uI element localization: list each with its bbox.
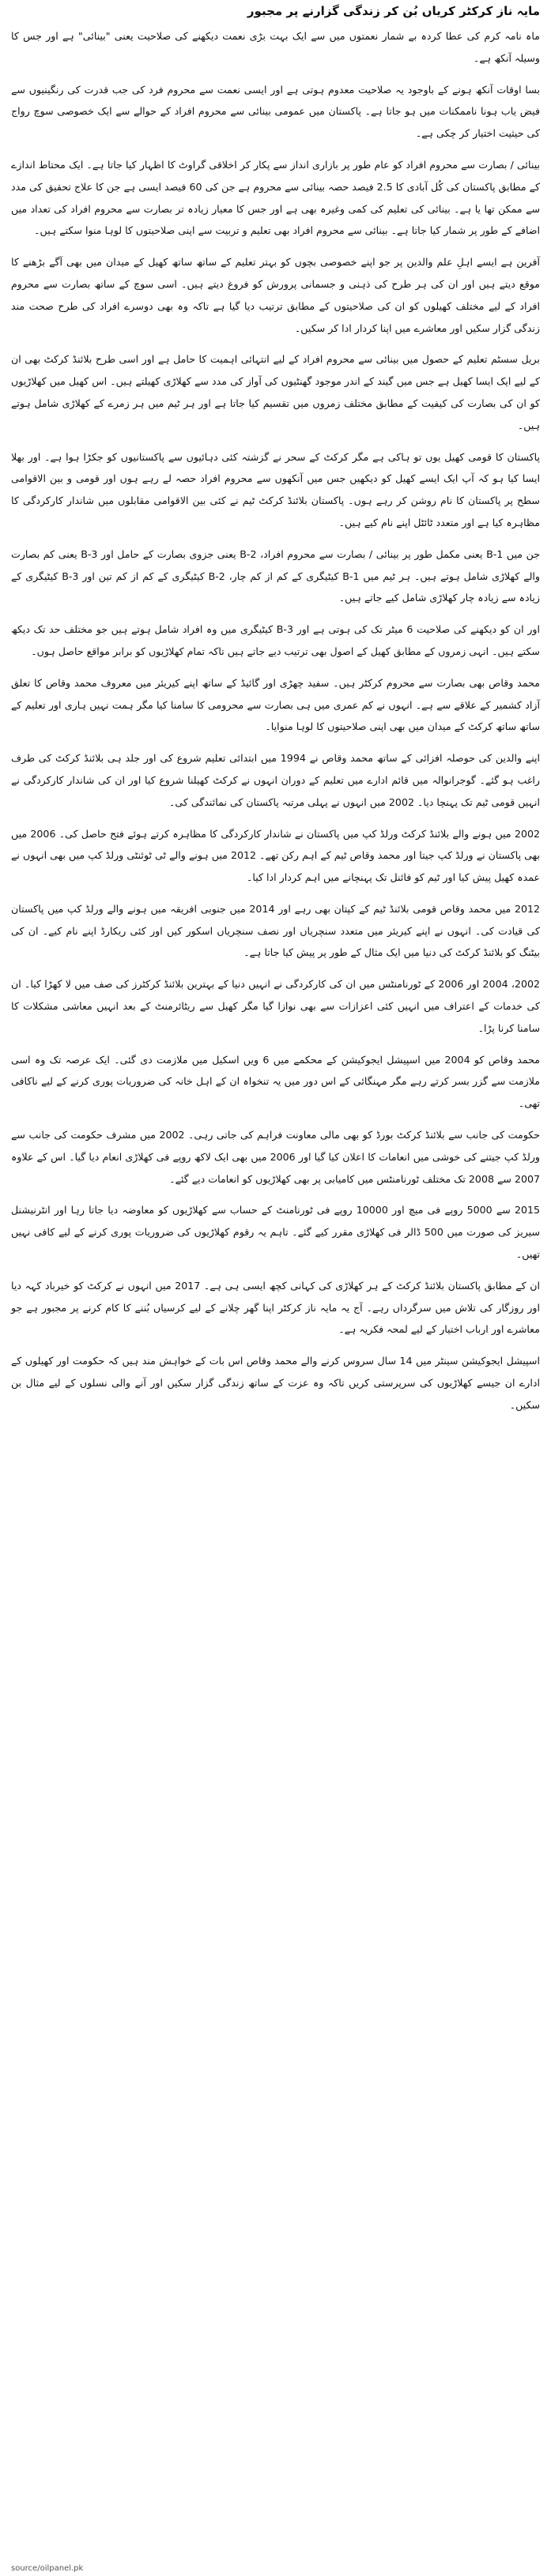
article-paragraph: جن میں B-1 یعنی مکمل طور پر بینائی / بصارت سے محروم افراد، B-2 یعنی جزوی بصارت کے حامل اور B-3 یعنی کم بصارت والے کھلاڑی شامل ہوتے ہیں۔ ہر ٹیم میں B-1 کیٹیگری کے کم از کم چار، B-2 کیٹیگری کے کم از کم تین اور B-3 کیٹیگری کے زیادہ سے زیادہ چار کھلاڑی شامل کیے جاتے ہیں۔ — [11, 547, 540, 604]
article-paragraph: 2002 میں ہونے والے بلائنڈ کرکٹ ورلڈ کپ میں پاکستان نے شاندار کارکردگی کا مظاہرہ کرتے ہوئے فتح حاصل کی۔ 2006 میں بھی پاکستان نے ورلڈ کپ جیتا اور محمد وقاص ٹیم کے اہم رکن تھے۔ 2012 میں ہونے والے ٹی ٹوئنٹی ورلڈ کپ میں بھی انہوں نے عمدہ کھیل پیش کیا اور ٹیم کو فائنل تک پہنچانے میں اہم کردار ادا کیا۔ — [11, 827, 540, 884]
article-paragraph: محمد وقاص کو 2004 میں اسپیشل ایجوکیشن کے محکمے میں 6 ویں اسکیل میں ملازمت دی گئی۔ ایک عرصہ تک وہ اسی ملازمت سے گزر بسر کرتے رہے مگر مہنگائی کے اس دور میں یہ تنخواہ ان کے اہل خانہ کی ضروریات پوری کرنے کے لیے ناکافی تھی۔ — [11, 1053, 541, 1110]
article-paragraph: آفرین ہے ایسے اہلِ علم والدین پر جو اپنے خصوصی بچوں کو بہتر تعلیم کے ساتھ ساتھ کھیل کے میدان میں بھی آگے بڑھنے کا موقع دیتے ہیں اور ان کی ہر طرح کی ذہنی و جسمانی پرورش کو فروغ دیتے ہیں۔ اسی سوچ کے ساتھ بصارت سے محروم افراد کے لیے مختلف کھیلوں کو ان کی صلاحیتوں کے مطابق ترتیب دیا گیا ہے تاکہ وہ بھی دوسرے افراد کی طرح صحت مند زندگی گزار سکیں اور معاشرے میں اپنا کردار ادا کر سکیں۔ — [11, 256, 540, 334]
article-paragraph: بسا اوقات آنکھ ہونے کے باوجود یہ صلاحیت معدوم ہوتی ہے اور ایسی نعمت سے محروم فرد کی جب قدرت کی رنگینیوں سے فیض یاب ہونا ناممکنات میں ہو جاتا ہے۔ پاکستان میں عمومی بینائی سے محروم افراد کے حوالے سے ایک خصوصی سوچ رواج کی حیثیت اختیار کر چکی ہے۔ — [11, 83, 540, 140]
article-paragraph: 2015 سے 5000 روپے فی میچ اور 10000 روپے فی ٹورنامنٹ کے حساب سے کھلاڑیوں کو معاوضہ دیا جاتا رہا اور انٹرنیشنل سیریز کی صورت میں 500 ڈالر فی کھلاڑی مقرر کیے گئے۔ تاہم یہ رقوم کھلاڑیوں کی ضروریات پوری کرنے کے لیے کافی نہیں تھیں۔ — [11, 1204, 541, 1261]
article-paragraph: ان کے مطابق پاکستان بلائنڈ کرکٹ کے ہر کھلاڑی کی کہانی کچھ ایسی ہی ہے۔ 2017 میں انہوں نے کرکٹ کو خیرباد کہہ دیا اور روزگار کی تلاش میں سرگرداں رہے۔ آج یہ مایہ ناز کرکٹر اپنا گھر چلانے کے لیے کرسیاں بُننے کا کام کرنے پر مجبور ہے جو معاشرے اور ارباب اختیار کے لیے لمحہ فکریہ ہے۔ — [11, 1279, 540, 1336]
article-body — [11, 25, 540, 1416]
article-headline: مایہ ناز کرکٹر کریاں بُن کر زندگی گزارنے پر مجبور — [247, 4, 540, 18]
article-paragraph: محمد وقاص بھی بصارت سے محروم کرکٹر ہیں۔ سفید چھڑی اور گائیڈ کے ساتھ اپنے کیریئر میں معروف محمد وقاص کا تعلق آزاد کشمیر کے علاقے سے ہے۔ انہوں نے کم عمری میں ہی بصارت سے محرومی کا سامنا کیا مگر ہمت نہیں ہاری اور تعلیم کے ساتھ ساتھ کرکٹ کے میدان میں بھی اپنی صلاحیتوں کا لوہا منوایا۔ — [11, 676, 540, 733]
article-paragraph: اپنے والدین کی حوصلہ افزائی کے ساتھ محمد وقاص نے 1994 میں ابتدائی تعلیم شروع کی اور جلد ہی بلائنڈ کرکٹ کی طرف راغب ہو گئے۔ گوجرانوالہ میں قائم ادارے میں تعلیم کے دوران انہوں نے کرکٹ کھیلنا شروع کیا اور ان کی شاندار کارکردگی نے انہیں قومی ٹیم تک پہنچا دیا۔ 2002 میں انہوں نے پہلی مرتبہ پاکستان کی نمائندگی کی۔ — [11, 752, 540, 808]
article-paragraph: ماہ نامہ کرم کی عطا کردہ بے شمار نعمتوں میں سے ایک بہت بڑی نعمت دیکھنے کی صلاحیت یعنی "بینائی" ہے اور جس کا وسیلہ آنکھ ہے۔ — [11, 30, 540, 64]
article-paragraph: اور ان کو دیکھنے کی صلاحیت 6 میٹر تک کی ہوتی ہے اور B-3 کیٹیگری میں وہ افراد شامل ہوتے ہیں جو مختلف حد تک دیکھ سکتے ہیں۔ انہی زمروں کے مطابق کھیل کے اصول بھی ترتیب دیے جاتے ہیں تاکہ تمام کھلاڑیوں کو برابر مواقع حاصل ہوں۔ — [11, 623, 540, 657]
article-paragraph: بینائی / بصارت سے محروم افراد کو عام طور پر بازاری انداز سے پکار کر اخلاقی گراوٹ کا اظہار کیا جاتا ہے۔ ایک محتاط اندازے کے مطابق پاکستان کی کُل آبادی کا 2.5 فیصد حصہ بینائی سے محروم ہے جن کی 60 فیصد ایسی ہے جن کا علاج تحقیق کی مدد سے ممکن تھا یا ہے۔ بینائی کی تعلیم کی کمی وغیرہ بھی ہے اور جس کا معیار زیادہ تر بصارت سے محروم افراد کی تعداد میں اضافے کے طور پر شمار کیا جاتا ہے۔ بینائی سے محروم افراد بھی تعلیم و تربیت سے اپنی صلاحیتوں کا لوہا منوا سکتے ہیں۔ — [11, 158, 540, 237]
article-paragraph: پاکستان کا قومی کھیل یوں تو ہاکی ہے مگر کرکٹ کے سحر نے گزشتہ کئی دہائیوں سے پاکستانیوں کو جکڑا ہوا ہے۔ اور بھلا ایسا کیا ہو کہ آپ ایک ایسے کھیل کو دیکھیں جس میں آنکھوں سے محروم افراد حصہ لے رہے ہوں اور قومی و بین الاقوامی سطح پر پاکستان کا نام روشن کر رہے ہوں۔ پاکستان بلائنڈ کرکٹ ٹیم نے کئی بین الاقوامی مقابلوں میں شاندار کارکردگی کا مظاہرہ کیا ہے اور متعدد ٹائٹل اپنے نام کیے ہیں۔ — [11, 450, 540, 528]
source-credit: source/oilpanel.pk — [11, 2564, 84, 2573]
article-paragraph: اسپیشل ایجوکیشن سینٹر میں 14 سال سروس کرنے والے محمد وقاص اس بات کے خواہش مند ہیں کہ حکومت اور کھیلوں کے ادارے ان جیسے کھلاڑیوں کی سرپرستی کریں تاکہ وہ عزت کے ساتھ زندگی گزار سکیں اور آنے والی نسلوں کے لیے مثال بن سکیں۔ — [11, 1355, 540, 1411]
article-paragraph: 2012 میں محمد وقاص قومی بلائنڈ ٹیم کے کپتان بھی رہے اور 2014 میں جنوبی افریقہ میں ہونے والے ورلڈ کپ میں پاکستان کی قیادت کی۔ انہوں نے اپنے کیریئر میں متعدد سنچریاں اور نصف سنچریاں اسکور کیں اور کئی ریکارڈ اپنے نام کیے۔ ان کی بیٹنگ کو بلائنڈ کرکٹ کی دنیا میں ایک مثال کے طور پر پیش کیا جاتا ہے۔ — [11, 902, 541, 959]
article-paragraph: بریل سسٹم تعلیم کے حصول میں بینائی سے محروم افراد کے لیے انتہائی اہمیت کا حامل ہے اور اسی طرح بلائنڈ کرکٹ بھی ان کے لیے ایک ایسا کھیل ہے جس میں گیند کے اندر موجود گھنٹیوں کی آواز کی مدد سے کھلاڑی کھیلتے ہیں۔ اس کھیل میں کھلاڑیوں کو ان کی بصارت کی کیفیت کے مطابق مختلف زمروں میں تقسیم کیا جاتا ہے اور ہر ٹیم میں ہر زمرے کے کھلاڑی شامل ہوتے ہیں۔ — [11, 353, 540, 431]
article-paragraph: 2002، 2004 اور 2006 کے ٹورنامنٹس میں ان کی کارکردگی نے انہیں دنیا کے بہترین بلائنڈ کرکٹرز کی صف میں لا کھڑا کیا۔ ان کی خدمات کے اعتراف میں انہیں کئی اعزازات سے بھی نوازا گیا مگر کھیل سے ریٹائرمنٹ کے بعد انہیں معاشی مشکلات کا سامنا کرنا پڑا۔ — [11, 978, 540, 1034]
article-paragraph: حکومت کی جانب سے بلائنڈ کرکٹ بورڈ کو بھی مالی معاونت فراہم کی جاتی رہی۔ 2002 میں مشرف حکومت کی جانب سے ورلڈ کپ جیتنے کی خوشی میں انعامات کا اعلان کیا گیا اور 2006 میں بھی ایک لاکھ روپے فی کھلاڑی انعام دیا گیا۔ اس کے علاوہ 2007 سے 2008 تک مختلف ٹورنامنٹس میں کامیابی پر بھی کھلاڑیوں کو انعامات دیے گئے۔ — [11, 1129, 540, 1185]
